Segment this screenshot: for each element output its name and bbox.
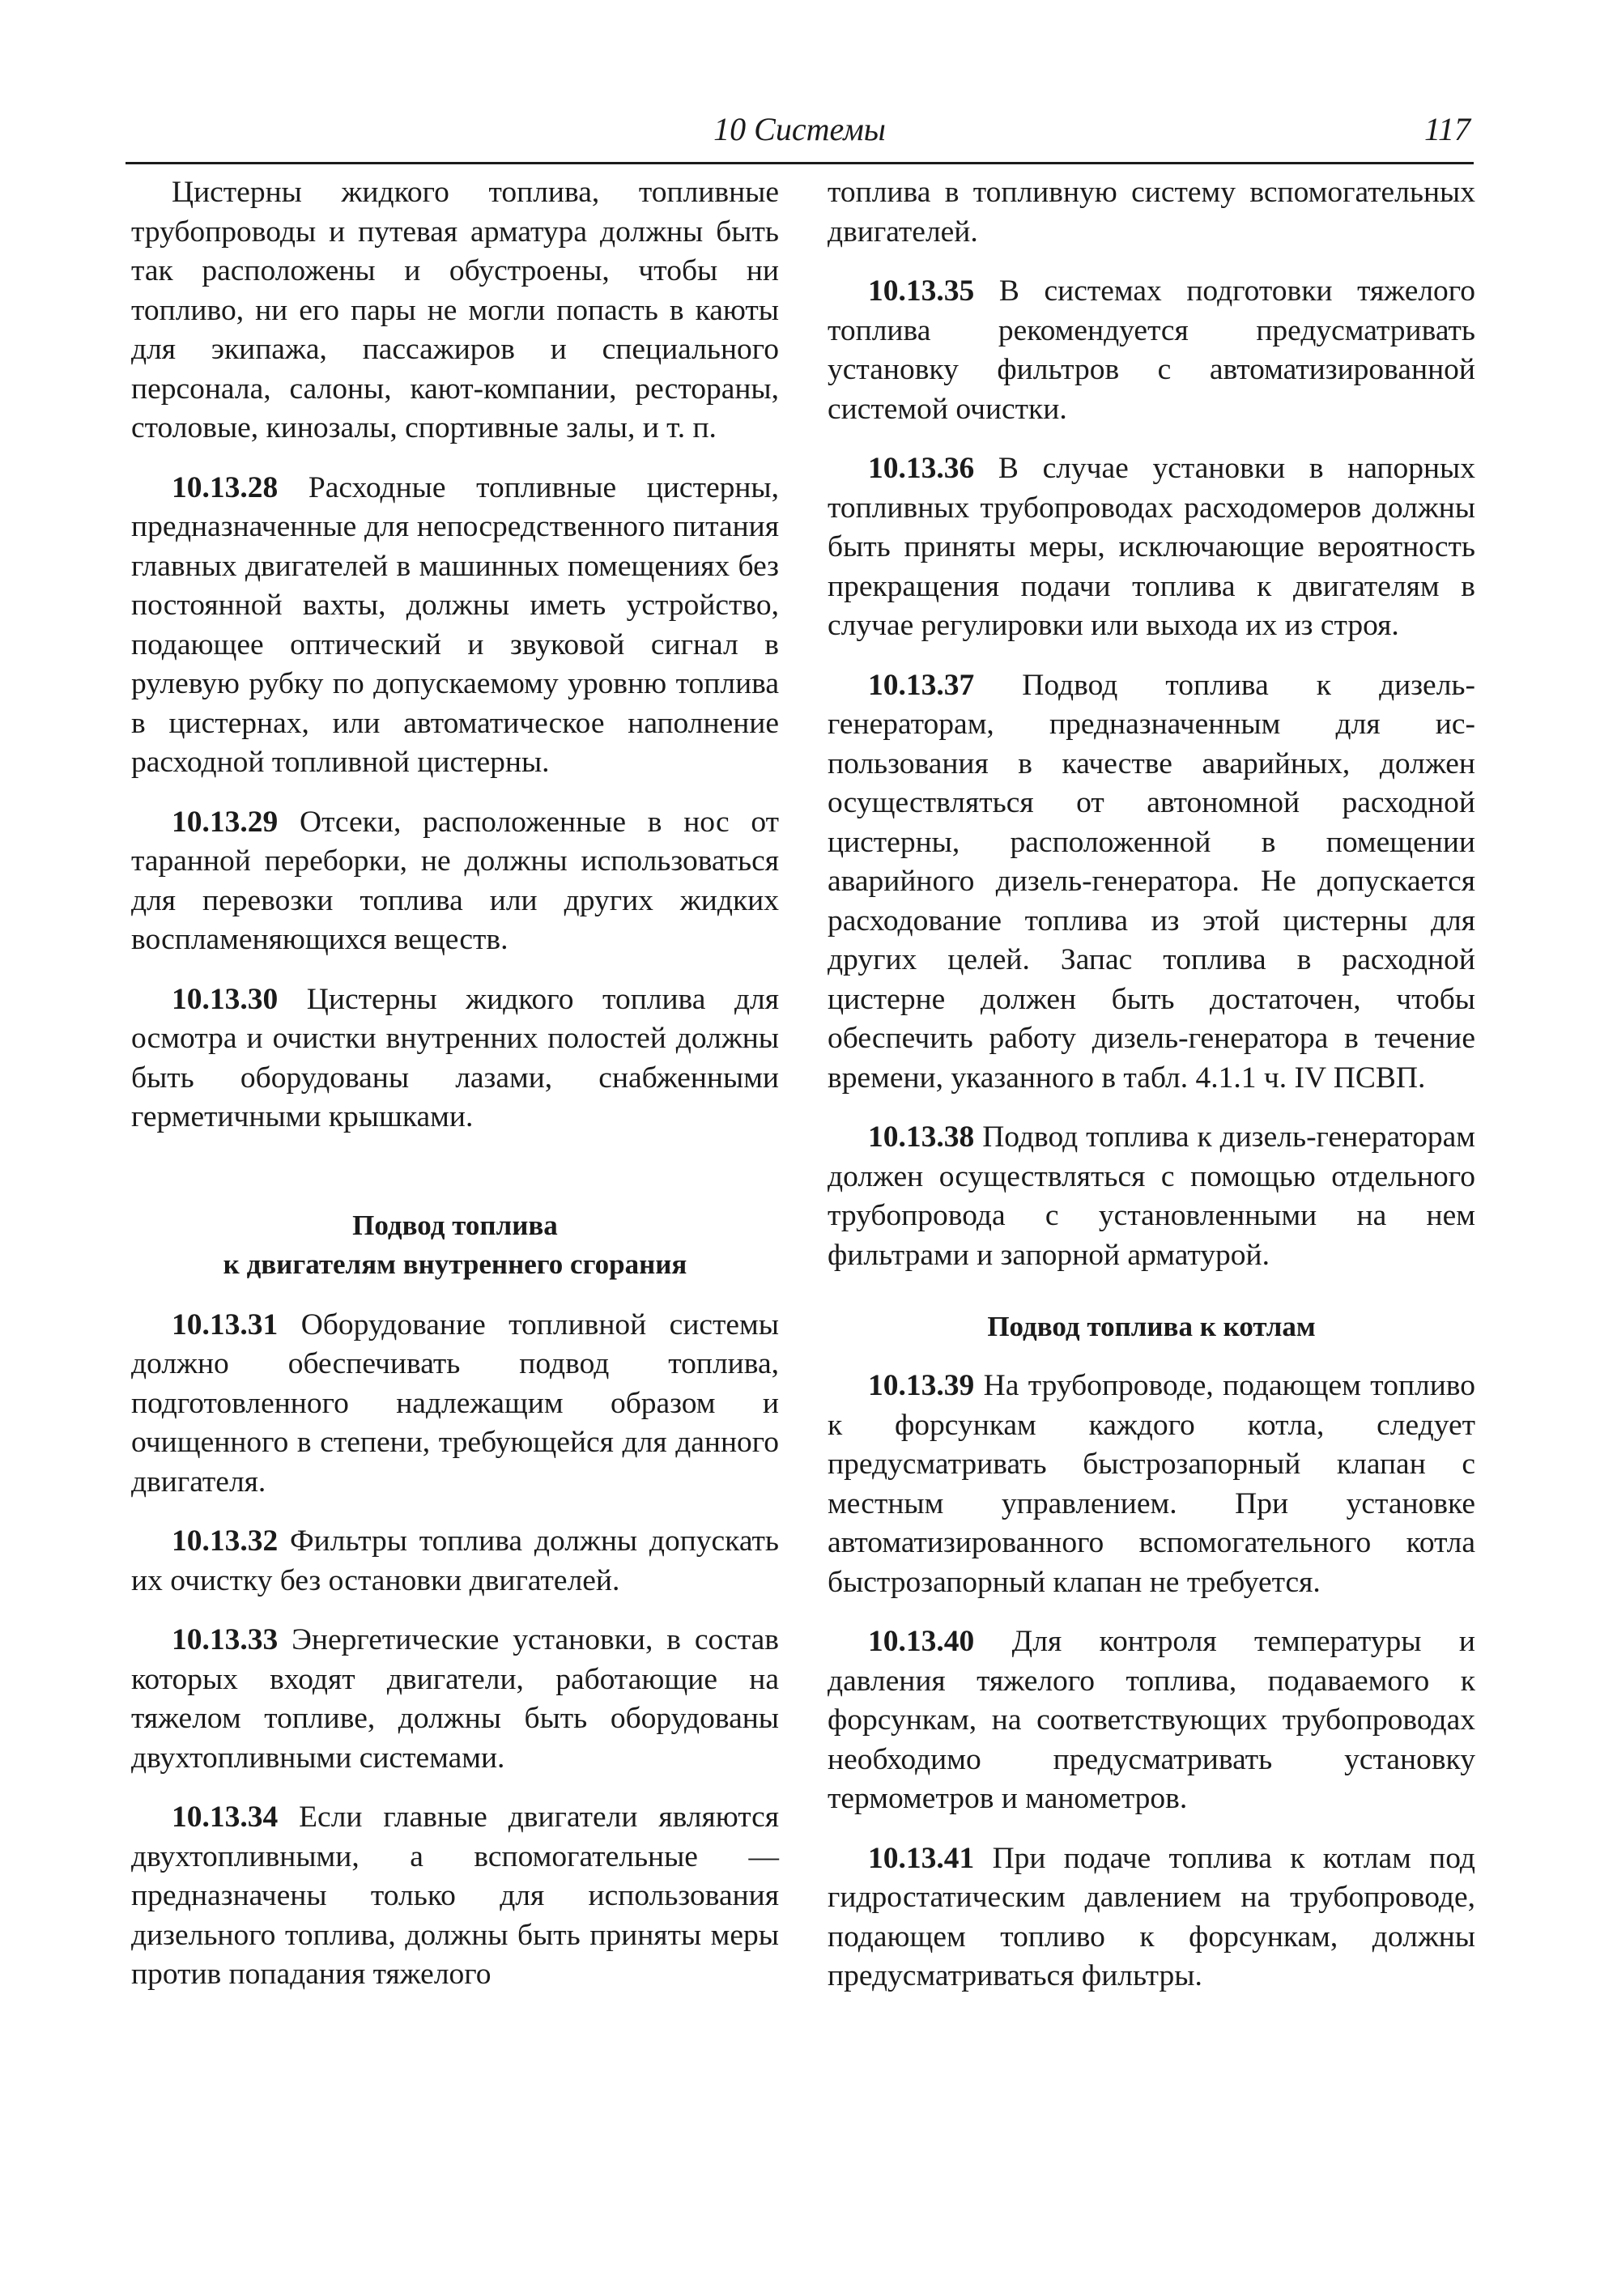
clause-10-13-36 xyxy=(828,449,1475,646)
left-column xyxy=(131,173,779,2015)
clause-number: 10.13.36 xyxy=(868,452,975,485)
clause-text: Отсеки, расположенные в нос от таранной переборки, не должны использоваться для перевозки топлива или других жидких воспламеняющихся веществ. xyxy=(131,805,779,956)
clause-number: 10.13.29 xyxy=(172,805,279,839)
clause-number: 10.13.40 xyxy=(868,1625,975,1658)
page-number: 117 xyxy=(1423,111,1470,147)
running-header-title: 10 Системы xyxy=(713,111,886,147)
clause-number: 10.13.39 xyxy=(868,1369,975,1402)
clause-10-13-39 xyxy=(828,1367,1475,1602)
clause-10-13-34 xyxy=(131,1798,779,1995)
clause-10-13-31 xyxy=(131,1306,779,1503)
right-column xyxy=(828,173,1475,2017)
clause-10-13-30 xyxy=(131,980,779,1137)
clause-text: В системах подготовки тяжелого топлива рекомендуется предусматривать установку фильтров с автоматизированной системой очистки. xyxy=(828,274,1475,426)
clause-number: 10.13.35 xyxy=(868,274,975,308)
paragraph-intro: Цистерны жидкого топлива, топливные трубопроводы и путевая арматура должны быть так расположены и обустроены, чтобы ни топливо, ни его пары не могли попасть в каюты для экипажа, пассажиров и специального персонала, салоны, кают-компании, рестораны, столовые, кинозалы, спортивные залы, и т. п. xyxy=(131,176,779,444)
clause-number: 10.13.33 xyxy=(172,1623,279,1656)
clause-10-13-33 xyxy=(131,1621,779,1778)
clause-number: 10.13.30 xyxy=(172,982,279,1016)
clause-10-13-32 xyxy=(131,1522,779,1601)
clause-number: 10.13.41 xyxy=(868,1841,975,1875)
clause-number: 10.13.28 xyxy=(172,470,279,504)
clause-text: На трубопроводе, подающем топливо к форсункам каждого котла, следует предусматривать быстрозапорный клапан с местным управлением. При установке автоматизированного вспомогательного котла быстрозапорный клапан не требуется. xyxy=(828,1369,1475,1599)
clause-number: 10.13.32 xyxy=(172,1524,279,1558)
clause-text: Расходные топливные цистерны, предназначенные для непосредственного питания главных двигателей в машинных помещениях без постоянной вахты, должны иметь устройство, подающее оптический и звуковой сигнал в рулевую рубку по допускаемому уровню топлива в цистернах, или автоматическое наполнение расходной топливной цистерны. xyxy=(131,470,779,779)
section-heading-line: к двигателям внутреннего сгорания xyxy=(223,1248,687,1280)
section-heading-line: Подвод топлива xyxy=(352,1209,558,1241)
clause-text: В случае установки в напорных топливных трубопроводах расходомеров должны быть приняты меры, исключающие вероятность прекращения подачи топлива к двигателям в случае регулировки или выхода их из строя. xyxy=(828,452,1475,642)
clause-text: Подвод топлива к дизель-генераторам, предназначенным для использования в качестве аварийных, должен осуществляться от автономной расходной цистерны, расположенной в помещении аварийного дизель-генератора. Не допускается расходование топлива из этой цистерны для других целей. Запас топлива в расходной цистерне должен быть достаточен, чтобы обеспечить работу дизель-генератора в течение времени, указанного в табл. 4.1.1 ч. IV ПСВП. xyxy=(828,668,1475,1095)
clause-10-13-29 xyxy=(131,803,779,960)
clause-10-13-28 xyxy=(131,469,779,783)
clause-text: Если главные двигатели являются двухтопливными, а вспомогательные — предназначены только для использования дизельного топлива, должны быть приняты меры против попадания тяжелого xyxy=(131,1801,779,1991)
clause-number: 10.13.38 xyxy=(868,1120,975,1154)
page-header xyxy=(126,112,1474,164)
clause-text: Цистерны жидкого топлива для осмотра и очистки внутренних полостей должны быть оборудованы лазами, снабженными герметичными крышками. xyxy=(131,982,779,1133)
clause-text: Оборудование топливной системы должно обеспечивать подвод топлива, подготовленного надлежащим образом и очищенного в степени, требующейся для данного двигателя. xyxy=(131,1307,779,1499)
clause-text: Энергетические установки, в состав которых входят двигатели, работающие на тяжелом топливе, должны быть оборудованы двухтопливными системами. xyxy=(131,1623,779,1775)
section-heading-engines xyxy=(131,1206,779,1284)
section-heading-boilers: Подвод топлива к котлам xyxy=(987,1311,1316,1342)
clause-10-13-40 xyxy=(828,1622,1475,1819)
clause-text: Подвод топлива к дизель-генераторам должен осуществляться с помощью отдельного трубопровода с установленными на нем фильтрами и запорной арматурой. xyxy=(828,1120,1475,1272)
clause-text: Для контроля температуры и давления тяжелого топлива, подаваемого к форсункам, на соответствующих трубопроводах необходимо предусматривать установку термометров и манометров. xyxy=(828,1625,1475,1815)
clause-10-13-38 xyxy=(828,1118,1475,1275)
clause-number: 10.13.31 xyxy=(172,1307,279,1341)
clause-text: Фильтры топлива должны допускать их очистку без остановки двигателей. xyxy=(131,1524,779,1597)
paragraph-continuation: топлива в топливную систему вспомогательных двигателей. xyxy=(828,176,1475,249)
clause-10-13-35 xyxy=(828,272,1475,429)
clause-10-13-37 xyxy=(828,666,1475,1099)
clause-10-13-41 xyxy=(828,1839,1475,1996)
clause-text: При подаче топлива к котлам под гидростатическим давлением на трубопроводе, подающем топливо к форсункам, должны предусматриваться фильтры. xyxy=(828,1841,1475,1992)
clause-number: 10.13.37 xyxy=(868,668,975,702)
clause-number: 10.13.34 xyxy=(172,1801,279,1834)
